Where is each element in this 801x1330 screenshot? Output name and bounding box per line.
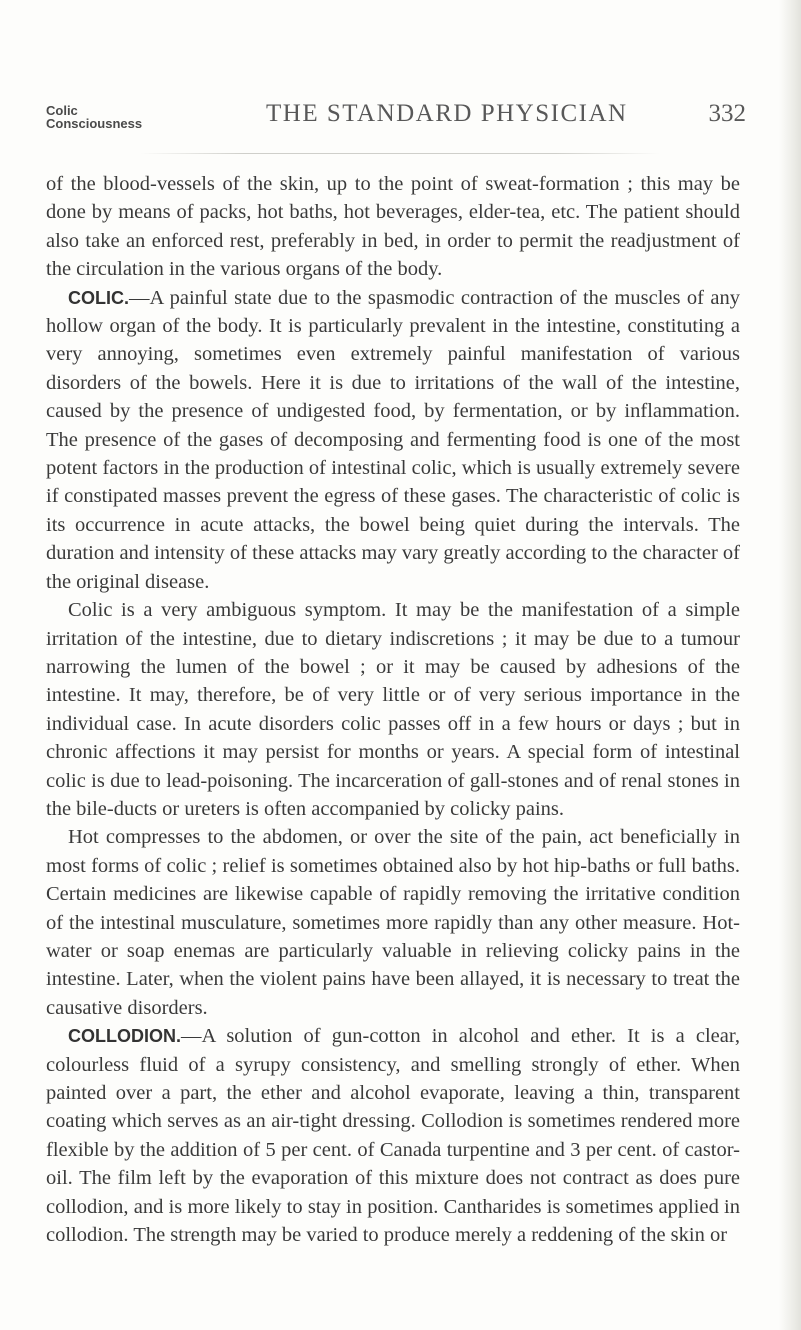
continuation-paragraph: of the blood-vessels of the skin, up to the point of sweat-formation ; this may be done by means of packs, hot baths, hot beverages, elder-tea, etc. The patient should also take an enforced rest, preferably in bed, in order to permit the readjustment of the circulation in the various organs of the body. xyxy=(46,173,740,281)
collodion-definition: —A solution of gun-cotton in alcohol and ether. It is a clear, colourless fluid of a syrupy consistency, and smelling strongly of ether. When painted over a part, the ether and alcohol evaporate, leaving a thin, transparent coating which serves as an air-tight dressing. Collodion is sometimes rendered more flexible by the addition of 5 per cent. of Canada turpentine and 3 per cent. of castor-oil. The film left by the evaporation of this mixture does not contract as does pure collodion, and is more likely to stay in position. Cantharides is sometimes applied in collodion. The strength may be varied to produce merely a reddening of the skin or xyxy=(46,1025,740,1247)
running-title: THE STANDARD PHYSICIAN xyxy=(266,100,628,127)
page-number: 332 xyxy=(708,100,746,127)
entry-colic xyxy=(46,284,740,596)
guide-word-bottom: Consciousness xyxy=(46,116,143,131)
headword-colic: COLIC. xyxy=(68,287,129,308)
page-header xyxy=(46,100,746,144)
header-rule xyxy=(140,153,660,154)
headword-collodion: COLLODION. xyxy=(68,1026,181,1047)
entry-collodion xyxy=(46,1022,740,1249)
guide-word-top: Colic xyxy=(46,103,78,118)
colic-paragraph-3: Hot compresses to the abdomen, or over the site of the pain, act beneficially in most forms of colic ; relief is sometimes obtained also by hot hip-baths or full baths. Certain medicines are likewise capable of rapidly removing the irritative condition of the intestinal musculature, sometimes more rapidly than any other measure. Hot-water or soap enemas are particularly valuable in relieving colicky pains in the intestine. Later, when the violent pains have been allayed, it is necessary to treat the causative disorders. xyxy=(46,826,740,1019)
page-edge-shadow xyxy=(779,0,801,1330)
guide-words xyxy=(46,104,142,130)
colic-paragraph-2: Colic is a very ambiguous symptom. It may be the manifestation of a simple irritation of the intestine, due to dietary indiscretions ; it may be due to a tumour narrowing the lumen of the bowel ; or it may be caused by adhesions of the intestine. It may, therefore, be of very little or of very serious importance in the individual case. In acute disorders colic passes off in a few hours or days ; but in chronic affections it may persist for months or years. A special form of intestinal colic is due to lead-poisoning. The incarceration of gall-stones and of renal stones in the bile-ducts or ureters is often accompanied by colicky pains. xyxy=(46,599,740,820)
colic-definition: —A painful state due to the spasmodic contraction of the muscles of any hollow organ of the body. It is particularly prevalent in the intestine, constituting a very annoying, sometimes even extremely painful manifestation of various disorders of the bowels. Here it is due to irritations of the wall of the intestine, caused by the presence of undigested food, by fermentation, or by inflammation. The presence of the gases of decomposing and fermenting food is one of the most potent factors in the production of intestinal colic, which is usually extremely severe if constipated masses prevent the egress of these gases. The characteristic of colic is its occurrence in acute attacks, the bowel being quiet during the intervals. The duration and intensity of these attacks may vary greatly according to the character of the original disease. xyxy=(46,286,740,593)
page-content xyxy=(46,170,740,1249)
